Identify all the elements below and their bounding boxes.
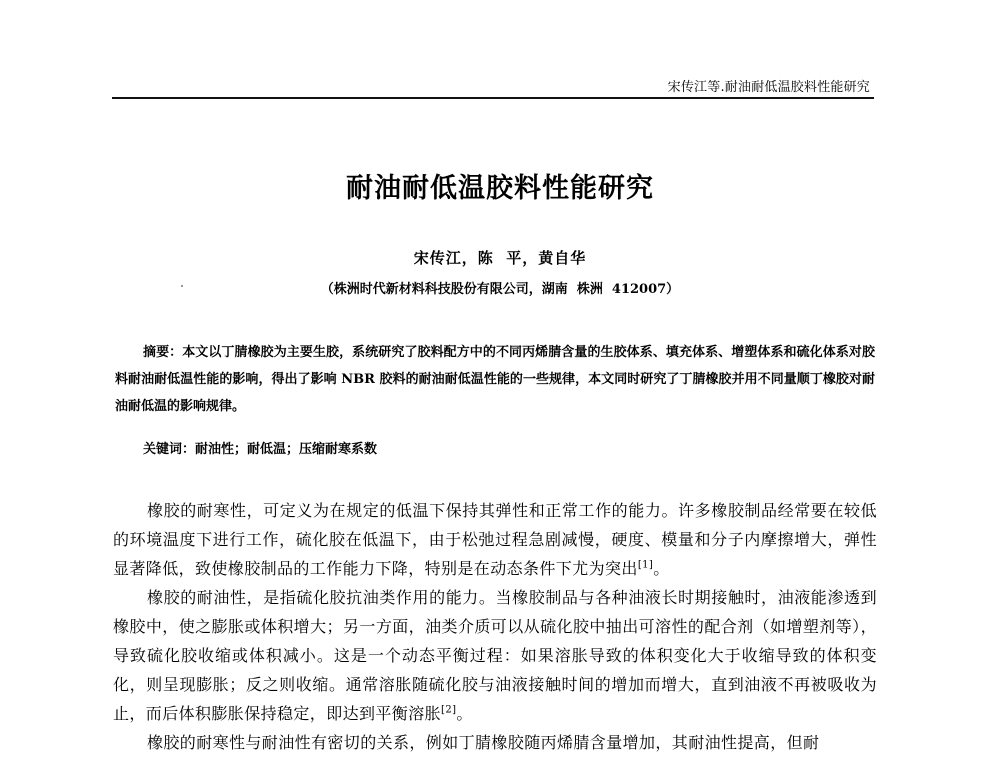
keywords: [143, 438, 377, 457]
keywords-text: 耐油性；耐低温；压缩耐寒系数: [195, 442, 378, 457]
running-title: 宋传江等.耐油耐低温胶料性能研究: [667, 80, 870, 95]
paper-title: 耐油耐低温胶料性能研究: [346, 173, 654, 204]
body-paragraph-3: [113, 728, 877, 757]
body-paragraph-2: [113, 583, 877, 728]
abstract-label: 摘要：: [143, 345, 183, 360]
abstract: [115, 339, 875, 420]
keywords-label: 关键词：: [143, 442, 196, 457]
paragraph-end: 。: [456, 704, 473, 723]
running-header: [112, 70, 874, 102]
paragraph-text: 橡胶的耐油性，是指硫化胶抗油类作用的能力。当橡胶制品与各种油液长时期接触时，油液能渗透到橡胶中，使之膨胀或体积增大；另一方面，油类介质可以从硫化胶中抽出可溶性的配合剂（如增塑剂等），导致硫化胶收缩或体积减小。这是一个动态平衡过程：如果溶胀导致的体积变化大于收缩导致的体积变化，则呈现膨胀；反之则收缩。通常溶胀随硫化胶与油液接触时间的增加而增大，直到油液不再被吸收为止，而后体积膨胀保持稳定，即达到平衡溶胀: [113, 588, 877, 723]
paragraph-text: 橡胶的耐寒性，可定义为在规定的低温下保持其弹性和正常工作的能力。许多橡胶制品经常要在较低的环境温度下进行工作，硫化胶在低温下，由于松弛过程急剧减慢，硬度、模量和分子内摩擦增大，弹性显著降低，致使橡胶制品的工作能力下降，特别是在动态条件下尤为突出: [113, 501, 877, 578]
paragraph-text: 橡胶的耐寒性与耐油性有密切的关系，例如丁腈橡胶随丙烯腈含量增加，其耐油性提高，但耐: [147, 733, 820, 752]
body-text: [113, 496, 877, 757]
body-paragraph-1: [113, 496, 877, 583]
authors: 宋传江，陈 平，黄自华: [413, 249, 587, 267]
paragraph-end: 。: [653, 559, 670, 578]
abstract-text: 本文以丁腈橡胶为主要生胶，系统研究了胶料配方中的不同丙烯腈含量的生胶体系、填充体系、增塑体系和硫化体系对胶料耐油耐低温性能的影响，得出了影响 NBR 胶料的耐油耐低温性能的一些规律，本文同时研究了丁腈橡胶并用不同量顺丁橡胶对耐油耐低温的影响规律。: [115, 345, 875, 414]
affiliation: （株洲时代新材料科技股份有限公司，湖南 株洲 412007）: [320, 282, 680, 297]
scan-speck: [181, 285, 183, 287]
citation: [2]: [441, 704, 457, 716]
header-rule: [112, 97, 874, 99]
citation: [1]: [637, 559, 654, 571]
